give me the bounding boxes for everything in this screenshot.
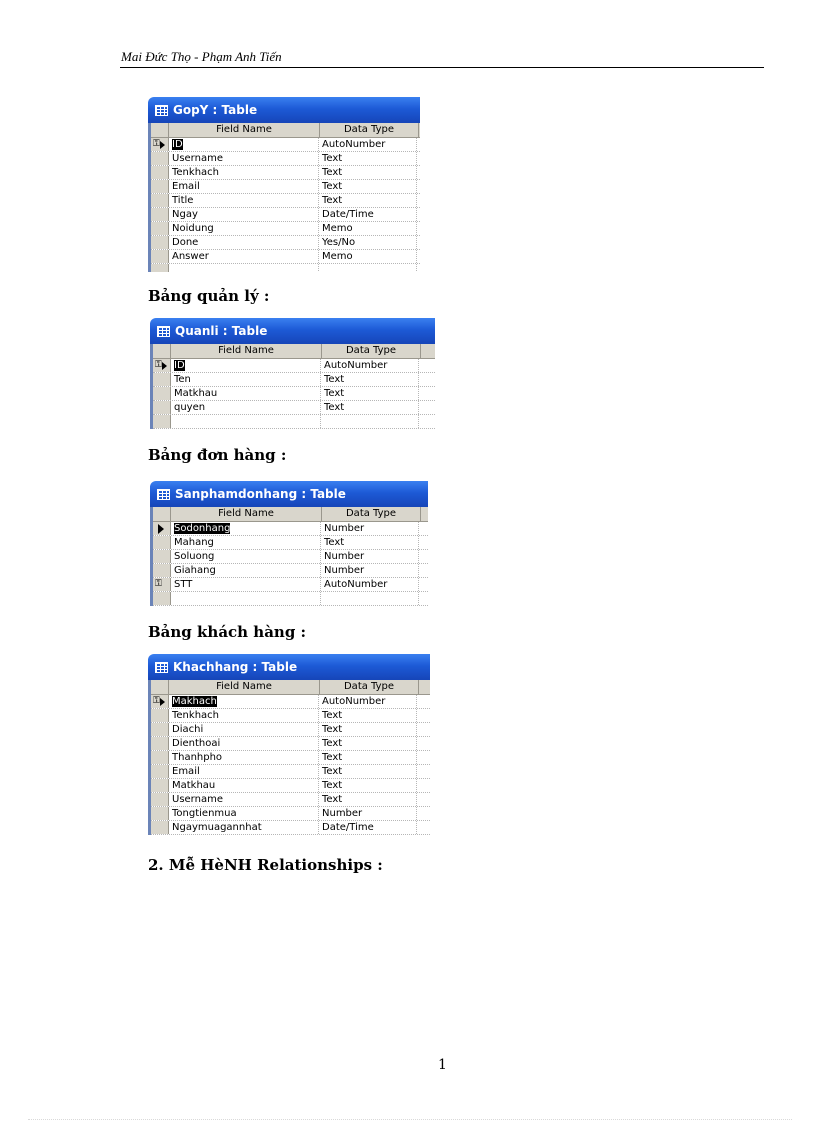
field-name-cell[interactable] [169, 709, 319, 722]
row-selector[interactable] [151, 779, 169, 792]
field-name-text: Tenkhach [172, 167, 219, 178]
field-name-cell[interactable] [171, 401, 321, 414]
field-name-text: Ngaymuagannhat [172, 822, 262, 833]
field-name-cell[interactable] [169, 166, 319, 179]
data-type-cell[interactable]: Text [319, 737, 417, 750]
field-name-text: Thanhpho [172, 752, 223, 763]
table-row[interactable] [151, 695, 430, 709]
field-name-text: Username [172, 794, 223, 805]
field-name-text: Matkhau [172, 780, 216, 791]
window-titlebar[interactable] [150, 481, 428, 507]
table-row[interactable] [151, 208, 420, 222]
data-type-cell[interactable]: Date/Time [319, 821, 417, 834]
table-row[interactable] [151, 793, 430, 807]
table-row[interactable] [151, 264, 420, 272]
row-selector[interactable] [151, 807, 169, 820]
data-type-cell[interactable]: AutoNumber [321, 578, 419, 591]
field-name-cell[interactable] [171, 592, 321, 605]
design-grid [148, 680, 430, 835]
row-selector[interactable] [151, 138, 169, 151]
row-selector[interactable] [151, 737, 169, 750]
field-name-text: STT [174, 579, 193, 590]
field-name-cell[interactable] [169, 194, 319, 207]
data-type-cell[interactable]: Text [321, 387, 419, 400]
grid-header [153, 344, 435, 359]
primary-key-icon: ⚿ [155, 579, 162, 589]
field-name-text: Title [172, 195, 194, 206]
table-window-sanphamdonhang [150, 481, 428, 609]
data-type-cell[interactable]: Text [319, 180, 417, 193]
data-type-cell[interactable]: Text [319, 793, 417, 806]
table-row[interactable] [151, 779, 430, 793]
select-all-corner[interactable] [153, 507, 171, 521]
table-window-quanli [150, 318, 435, 432]
field-name-text: Sodonhang [174, 523, 231, 534]
field-name-text: ID [174, 360, 185, 371]
design-grid [150, 507, 428, 606]
data-type-cell[interactable]: Number [319, 807, 417, 820]
row-selector[interactable] [153, 536, 171, 549]
data-type-cell[interactable]: Yes/No [319, 236, 417, 249]
field-name-cell[interactable] [171, 415, 321, 428]
row-selector[interactable] [151, 695, 169, 708]
field-name-cell[interactable] [169, 264, 319, 272]
field-name-text: Tenkhach [172, 710, 219, 721]
field-name-text: Makhach [172, 696, 217, 707]
row-selector[interactable] [151, 793, 169, 806]
data-type-cell[interactable]: Memo [319, 222, 417, 235]
field-name-cell[interactable] [169, 751, 319, 764]
table-row[interactable] [153, 373, 435, 387]
primary-key-icon: ⚿ [153, 696, 160, 706]
field-name-text: Username [172, 153, 223, 164]
field-name-cell[interactable] [169, 138, 319, 151]
field-name-text: Tongtienmua [172, 808, 237, 819]
field-name-text: Done [172, 237, 199, 248]
column-header-field-name[interactable]: Field Name [169, 123, 320, 137]
data-type-cell[interactable]: Text [319, 194, 417, 207]
table-row[interactable] [153, 578, 428, 592]
field-name-cell[interactable] [169, 821, 319, 834]
row-selector[interactable] [153, 550, 171, 563]
table-row[interactable] [151, 166, 420, 180]
window-title: Quanli : Table [175, 324, 268, 338]
column-header-field-name[interactable]: Field Name [171, 344, 322, 358]
field-name-cell[interactable] [169, 152, 319, 165]
column-header-data-type[interactable]: Data Type [320, 680, 419, 694]
data-type-cell[interactable] [321, 592, 419, 605]
field-name-cell[interactable] [169, 180, 319, 193]
field-name-cell[interactable] [169, 236, 319, 249]
data-type-cell[interactable]: Text [319, 152, 417, 165]
column-header-data-type[interactable]: Data Type [322, 344, 421, 358]
row-selector[interactable] [151, 765, 169, 778]
data-type-cell[interactable]: Text [319, 765, 417, 778]
primary-key-icon: ⚿ [153, 139, 160, 149]
table-row[interactable] [151, 152, 420, 166]
column-header-field-name[interactable]: Field Name [171, 507, 322, 521]
row-selector[interactable] [153, 522, 171, 535]
data-type-cell[interactable]: AutoNumber [319, 695, 417, 708]
field-name-cell[interactable] [171, 564, 321, 577]
field-name-cell[interactable] [169, 222, 319, 235]
field-name-cell[interactable] [169, 723, 319, 736]
row-selector[interactable] [151, 821, 169, 834]
table-row[interactable] [151, 709, 430, 723]
grid-header [151, 680, 430, 695]
window-titlebar[interactable] [150, 318, 435, 344]
row-selector[interactable] [151, 180, 169, 193]
row-selector[interactable] [153, 359, 171, 372]
data-type-cell[interactable]: Memo [319, 250, 417, 263]
heading-bang-quan-ly: Bảng quản lý : [148, 287, 270, 305]
row-selector[interactable] [151, 709, 169, 722]
table-row[interactable] [153, 564, 428, 578]
field-name-text: Noidung [172, 223, 214, 234]
table-icon [155, 662, 168, 673]
current-row-arrow-icon [160, 141, 165, 149]
field-name-text: Soluong [174, 551, 215, 562]
field-name-cell[interactable] [169, 250, 319, 263]
select-all-corner[interactable] [151, 123, 169, 137]
field-name-text: Giahang [174, 565, 216, 576]
table-row[interactable] [151, 250, 420, 264]
table-row[interactable] [153, 387, 435, 401]
field-name-text: ID [172, 139, 183, 150]
table-row[interactable] [151, 723, 430, 737]
current-row-arrow-icon [160, 698, 165, 706]
current-row-arrow-icon [162, 362, 167, 370]
table-row[interactable] [151, 194, 420, 208]
table-icon [157, 489, 170, 500]
row-selector[interactable] [151, 208, 169, 221]
field-name-text: Email [172, 766, 200, 777]
data-type-cell[interactable]: Number [321, 522, 419, 535]
row-selector[interactable] [151, 194, 169, 207]
table-row[interactable] [153, 536, 428, 550]
column-header-data-type[interactable]: Data Type [320, 123, 419, 137]
field-name-cell[interactable] [169, 765, 319, 778]
data-type-cell[interactable] [321, 415, 419, 428]
table-row[interactable] [153, 359, 435, 373]
table-row[interactable] [151, 737, 430, 751]
select-all-corner[interactable] [151, 680, 169, 694]
field-name-text: Matkhau [174, 388, 218, 399]
row-selector[interactable] [151, 723, 169, 736]
data-type-cell[interactable]: Text [319, 751, 417, 764]
row-selector[interactable] [151, 166, 169, 179]
table-row[interactable] [151, 222, 420, 236]
field-name-cell[interactable] [169, 695, 319, 708]
field-name-cell[interactable] [169, 737, 319, 750]
table-window-gopy [148, 97, 420, 272]
table-row[interactable] [151, 138, 420, 152]
row-selector[interactable] [153, 387, 171, 400]
heading-bang-don-hang: Bảng đơn hàng : [148, 446, 287, 464]
field-name-text: Mahang [174, 537, 214, 548]
page-number: 1 [438, 1057, 447, 1073]
table-icon [157, 326, 170, 337]
field-name-cell[interactable] [171, 522, 321, 535]
field-name-cell[interactable] [171, 359, 321, 372]
row-selector[interactable] [153, 415, 171, 428]
select-all-corner[interactable] [153, 344, 171, 358]
primary-key-icon: ⚿ [155, 360, 162, 370]
grid-header [153, 507, 428, 522]
table-row[interactable] [151, 765, 430, 779]
heading-bang-khach-hang: Bảng khách hàng : [148, 623, 307, 641]
data-type-cell[interactable]: Text [319, 779, 417, 792]
field-name-text: Dienthoai [172, 738, 221, 749]
data-type-cell[interactable]: Text [319, 166, 417, 179]
row-selector[interactable] [153, 578, 171, 591]
row-selector[interactable] [153, 401, 171, 414]
row-selector[interactable] [151, 236, 169, 249]
row-selector[interactable] [151, 250, 169, 263]
data-type-cell[interactable]: Text [321, 536, 419, 549]
table-row[interactable] [153, 415, 435, 429]
table-icon [155, 105, 168, 116]
column-header-data-type[interactable]: Data Type [322, 507, 421, 521]
row-selector[interactable] [151, 152, 169, 165]
data-type-cell[interactable]: Text [321, 401, 419, 414]
field-name-cell[interactable] [171, 550, 321, 563]
heading-relationships: 2. Mễ HèNH Relationships : [148, 856, 383, 874]
field-name-cell[interactable] [171, 578, 321, 591]
table-row[interactable] [153, 592, 428, 606]
data-type-cell[interactable]: Number [321, 564, 419, 577]
row-selector[interactable] [153, 592, 171, 605]
data-type-cell[interactable]: Text [321, 373, 419, 386]
data-type-cell[interactable]: Text [319, 709, 417, 722]
data-type-cell[interactable]: Number [321, 550, 419, 563]
table-row[interactable] [153, 401, 435, 415]
header-authors: Mai Đức Thọ - Phạm Anh Tiến [121, 49, 282, 64]
table-row[interactable] [151, 821, 430, 835]
data-type-cell[interactable]: Date/Time [319, 208, 417, 221]
field-name-text: Ngay [172, 209, 198, 220]
row-selector[interactable] [151, 751, 169, 764]
row-selector[interactable] [153, 564, 171, 577]
window-title: GopY : Table [173, 103, 258, 117]
table-row[interactable] [151, 751, 430, 765]
data-type-cell[interactable]: Text [319, 723, 417, 736]
field-name-text: quyen [174, 402, 206, 413]
data-type-cell[interactable] [319, 264, 417, 272]
field-name-text: Answer [172, 251, 209, 262]
data-type-cell[interactable]: AutoNumber [321, 359, 419, 372]
field-name-cell[interactable] [171, 373, 321, 386]
design-grid [150, 344, 435, 429]
field-name-text: Ten [174, 374, 191, 385]
window-titlebar[interactable] [148, 654, 430, 680]
field-name-text: Diachi [172, 724, 204, 735]
field-name-cell[interactable] [169, 793, 319, 806]
row-selector[interactable] [153, 373, 171, 386]
table-row[interactable] [153, 522, 428, 536]
data-type-cell[interactable]: AutoNumber [319, 138, 417, 151]
table-row[interactable] [151, 236, 420, 250]
row-selector[interactable] [151, 264, 169, 272]
field-name-cell[interactable] [169, 807, 319, 820]
table-window-khachhang [148, 654, 430, 840]
table-row[interactable] [153, 550, 428, 564]
page-header [120, 49, 764, 68]
design-grid [148, 123, 420, 272]
current-row-arrow-icon [158, 524, 164, 534]
window-titlebar[interactable] [148, 97, 420, 123]
table-row[interactable] [151, 180, 420, 194]
field-name-cell[interactable] [171, 387, 321, 400]
field-name-cell[interactable] [169, 779, 319, 792]
window-title: Sanphamdonhang : Table [175, 487, 346, 501]
field-name-cell[interactable] [171, 536, 321, 549]
table-row[interactable] [151, 807, 430, 821]
row-selector[interactable] [151, 222, 169, 235]
footer-divider [28, 1119, 792, 1120]
field-name-cell[interactable] [169, 208, 319, 221]
grid-header [151, 123, 420, 138]
field-name-text: Email [172, 181, 200, 192]
window-title: Khachhang : Table [173, 660, 298, 674]
column-header-field-name[interactable]: Field Name [169, 680, 320, 694]
